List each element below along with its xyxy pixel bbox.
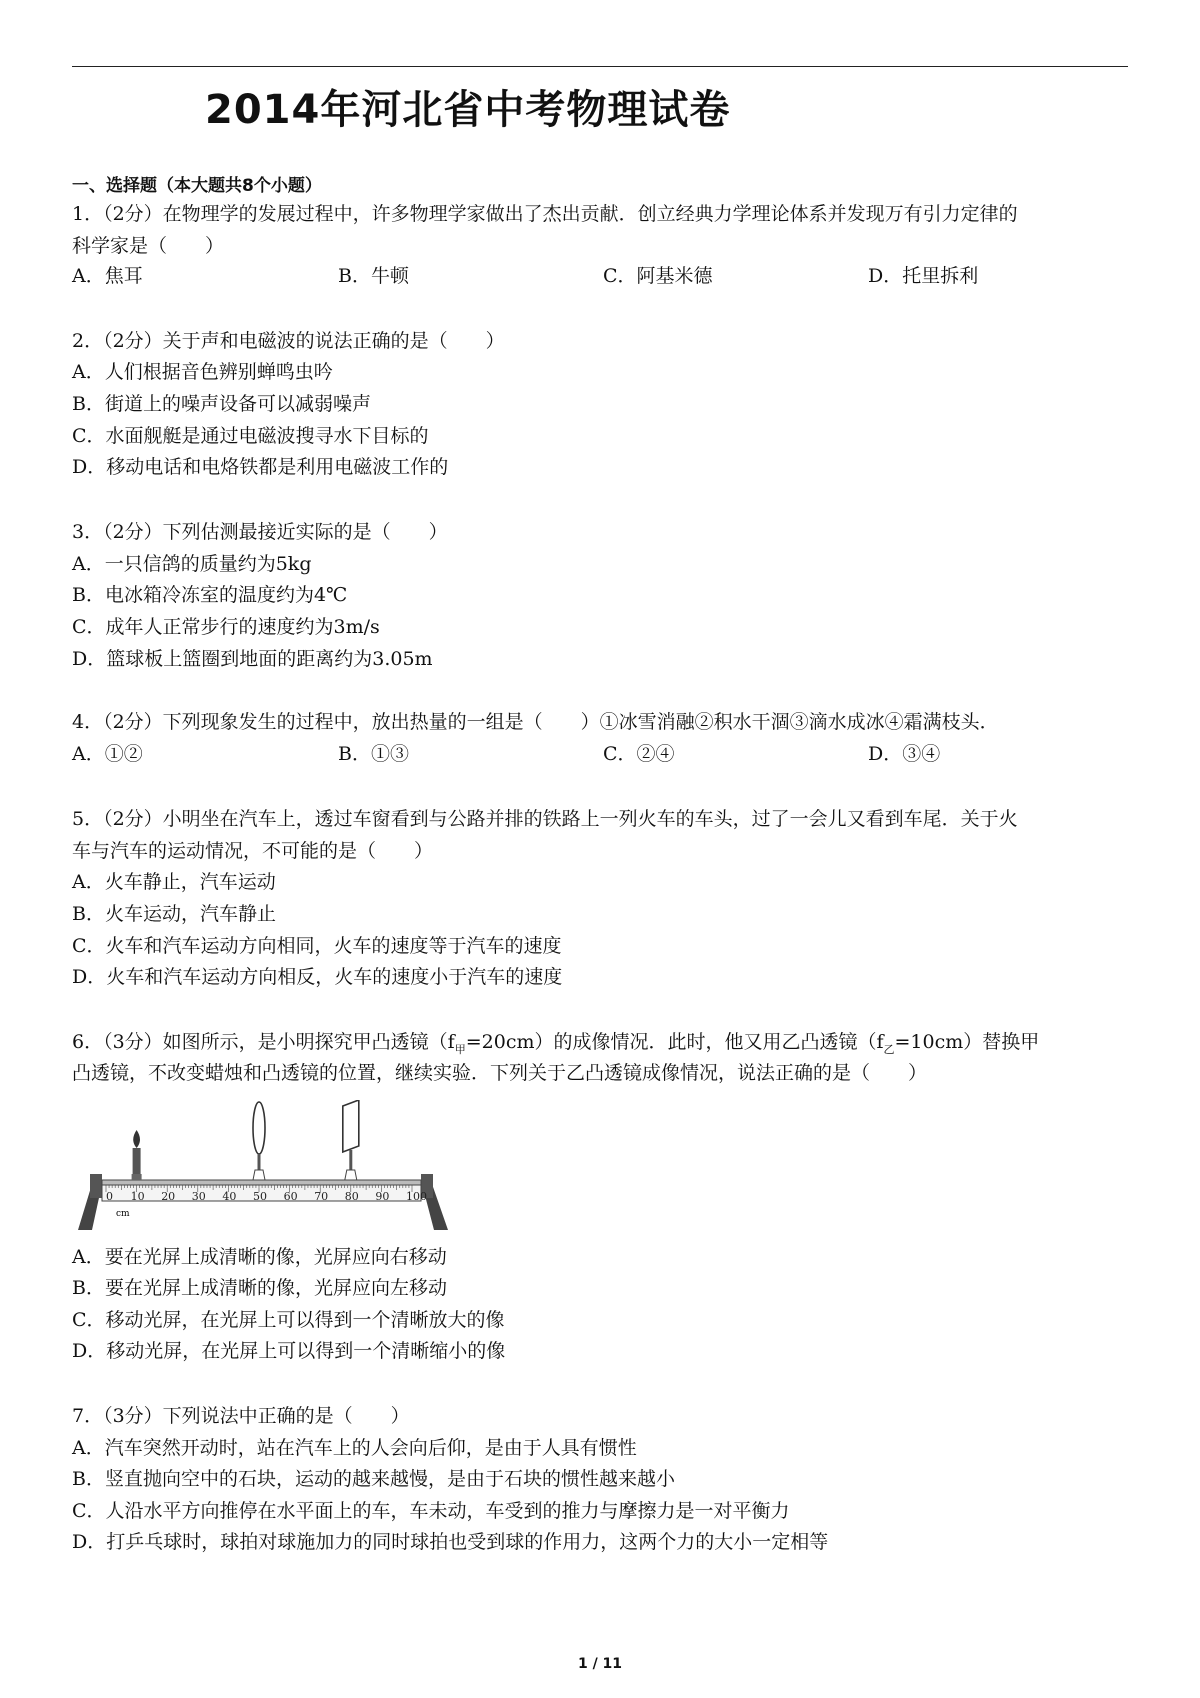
- q2-option-c: C．水面舰艇是通过电磁波搜寻水下目标的: [72, 425, 429, 447]
- lens-holder: [253, 1170, 265, 1180]
- q6-stem-part1: 6．（3分）如图所示，是小明探究甲凸透镜（f: [72, 1031, 455, 1053]
- scale-label: 10: [130, 1190, 145, 1203]
- q7-option-b: B．竖直抛向空中的石块，运动的越来越慢，是由于石块的惯性越来越小: [72, 1468, 675, 1490]
- q6-option-d: D．移动光屏，在光屏上可以得到一个清晰缩小的像: [72, 1340, 506, 1362]
- header-rule: [72, 66, 1128, 67]
- page-number: 1 / 11: [577, 1656, 623, 1672]
- q4-option-c: C．②④: [603, 743, 675, 765]
- candle-holder: [132, 1174, 142, 1180]
- bench-unit-label: cm: [116, 1209, 130, 1219]
- q2-stem: 2．（2分）关于声和电磁波的说法正确的是（ ）: [72, 330, 505, 352]
- q3-option-d: D．篮球板上篮圈到地面的距离约为3.05m: [72, 648, 433, 670]
- screen-holder: [345, 1170, 357, 1180]
- scale-label: 70: [314, 1190, 329, 1203]
- q2-option-a: A．人们根据音色辨别蝉鸣虫吟: [72, 361, 333, 383]
- q6-stem-part2: =20cm）的成像情况．此时，他又用乙凸透镜（f: [465, 1031, 884, 1053]
- q4-option-b: B．①③: [338, 743, 409, 765]
- scale-label: 0: [106, 1190, 113, 1203]
- q7-option-c: C．人沿水平方向推停在水平面上的车，车未动，车受到的推力与摩擦力是一对平衡力: [72, 1500, 790, 1522]
- q6-stem-part3: =10cm）替换甲: [894, 1031, 1040, 1053]
- scale-label: 100: [406, 1190, 427, 1203]
- q7-option-a: A．汽车突然开动时，站在汽车上的人会向后仰，是由于人具有惯性: [72, 1437, 637, 1459]
- q6-stem-line2: 凸透镜，不改变蜡烛和凸透镜的位置，继续实验．下列关于乙凸透镜成像情况，说法正确的是（ ）: [72, 1062, 928, 1084]
- q3-stem: 3．（2分）下列估测最接近实际的是（ ）: [72, 521, 448, 543]
- q1-option-c: C．阿基米德: [603, 265, 713, 287]
- q6-option-c: C．移动光屏，在光屏上可以得到一个清晰放大的像: [72, 1309, 505, 1331]
- q1-stem-line2: 科学家是（ ）: [72, 235, 225, 257]
- q7-option-d: D．打乒乓球时，球拍对球施加力的同时球拍也受到球的作用力，这两个力的大小一定相等: [72, 1531, 829, 1553]
- q4-stem: 4．（2分）下列现象发生的过程中，放出热量的一组是（ ）①冰雪消融②积水干涸③滴水成冰④霜满枝头．: [72, 711, 999, 733]
- q5-option-a: A．火车静止，汽车运动: [72, 871, 276, 893]
- scale-label: 60: [283, 1190, 298, 1203]
- q4-option-d: D．③④: [868, 743, 941, 765]
- scale-label: 80: [344, 1190, 359, 1203]
- q2-option-d: D．移动电话和电烙铁都是利用电磁波工作的: [72, 456, 449, 478]
- q1-stem-line1: 1．（2分）在物理学的发展过程中，许多物理学家做出了杰出贡献．创立经典力学理论体系并发现万有引力定律的: [72, 203, 1018, 225]
- q5-option-d: D．火车和汽车运动方向相反，火车的速度小于汽车的速度: [72, 966, 563, 988]
- page-title: 2014年河北省中考物理试卷: [205, 87, 731, 133]
- q7-stem: 7．（3分）下列说法中正确的是（ ）: [72, 1405, 410, 1427]
- q1-option-d: D．托里拆利: [868, 265, 979, 287]
- q3-option-c: C．成年人正常步行的速度约为3m/s: [72, 616, 380, 638]
- q3-option-a: A．一只信鸽的质量约为5kg: [72, 553, 312, 575]
- bench-rail: [102, 1180, 421, 1185]
- q5-option-b: B．火车运动，汽车静止: [72, 903, 276, 925]
- q6-subscript-yi: 乙: [883, 1042, 895, 1056]
- q5-stem-line1: 5．（2分）小明坐在汽车上，透过车窗看到与公路并排的铁路上一列火车的车头，过了一会儿又看到车尾．关于火: [72, 808, 1018, 830]
- lens-post: [258, 1154, 261, 1172]
- q6-subscript-jia: 甲: [454, 1042, 466, 1056]
- scale-label: 30: [191, 1190, 206, 1203]
- q4-option-a: A．①②: [72, 743, 143, 765]
- candle-flame: [133, 1130, 140, 1148]
- bench-left-block: [90, 1174, 102, 1198]
- scale-label: 90: [375, 1190, 390, 1203]
- q5-stem-line2: 车与汽车的运动情况，不可能的是（ ）: [72, 840, 434, 862]
- convex-lens: [253, 1102, 265, 1180]
- candle-body: [133, 1148, 141, 1176]
- scale-label: 20: [161, 1190, 176, 1203]
- light-screen: [343, 1100, 359, 1180]
- section-heading: 一、选择题（本大题共8个小题）: [72, 176, 322, 196]
- q1-option-a: A．焦耳: [72, 265, 143, 287]
- q3-option-b: B．电冰箱冷冻室的温度约为4℃: [72, 584, 348, 606]
- scale-label: 50: [253, 1190, 267, 1203]
- q6-option-a: A．要在光屏上成清晰的像，光屏应向右移动: [72, 1246, 447, 1268]
- screen-panel: [343, 1100, 359, 1152]
- q6-option-b: B．要在光屏上成清晰的像，光屏应向左移动: [72, 1277, 447, 1299]
- q5-option-c: C．火车和汽车运动方向相同，火车的速度等于汽车的速度: [72, 935, 562, 957]
- lens-glass: [253, 1102, 265, 1154]
- q1-option-b: B．牛顿: [338, 265, 409, 287]
- candle: [132, 1130, 142, 1180]
- optical-bench-figure: [72, 1100, 462, 1235]
- q2-option-b: B．街道上的噪声设备可以减弱噪声: [72, 393, 371, 415]
- scale-label: 40: [222, 1190, 237, 1203]
- screen-post: [349, 1150, 352, 1172]
